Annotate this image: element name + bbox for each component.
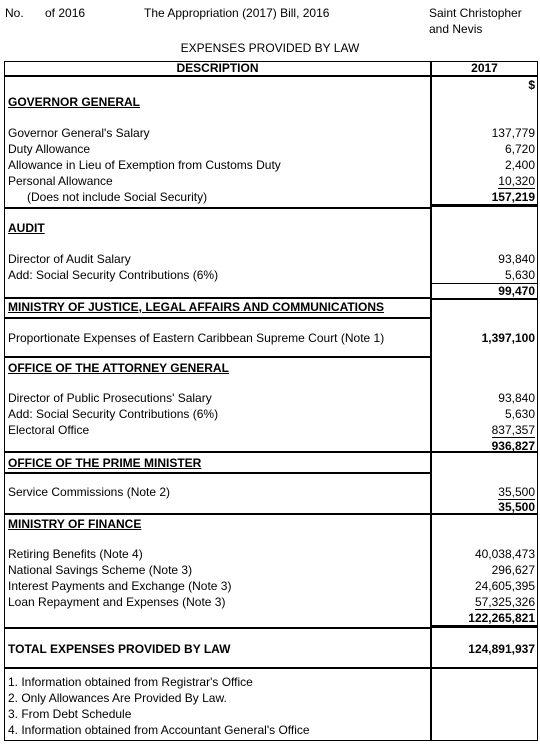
line-item: National Savings Scheme (Note 3): [8, 563, 193, 577]
line-amount: 93,840: [498, 391, 535, 405]
section-title-attorney-general: OFFICE OF THE ATTORNEY GENERAL: [8, 361, 229, 375]
line-amount: 57,325,326: [474, 595, 535, 609]
country-line-1: Saint Christopher: [429, 6, 522, 20]
currency-symbol: $: [528, 78, 535, 92]
line-item: Duty Allowance: [8, 142, 91, 156]
section-total: 99,470: [498, 284, 535, 298]
line-amount: 6,720: [504, 142, 535, 156]
line-item: Personal Allowance: [8, 174, 113, 188]
note-item: 3. From Debt Schedule: [8, 707, 132, 721]
line-amount: 35,500: [498, 485, 535, 499]
section-total: 35,500: [498, 500, 535, 514]
divider: [5, 667, 537, 669]
section-title-prime-minister: OFFICE OF THE PRIME MINISTER: [8, 456, 202, 470]
divider: [5, 297, 430, 299]
line-amount: 137,779: [491, 126, 535, 140]
line-item: Add: Social Security Contributions (6%): [8, 268, 219, 282]
section-title-governor-general: GOVERNOR GENERAL: [8, 95, 141, 109]
line-item: Allowance in Lieu of Exemption from Customs Duty: [8, 158, 281, 172]
country-line-2: and Nevis: [429, 22, 483, 36]
line-item: Electoral Office: [8, 423, 90, 437]
line-item: Director of Public Prosecutions' Salary: [8, 391, 212, 405]
line-amount: 5,630: [504, 268, 535, 282]
line-item: Interest Payments and Exchange (Note 3): [8, 579, 232, 593]
divider: [5, 356, 430, 358]
line-amount: 93,840: [498, 252, 535, 266]
header-year: 2017: [432, 62, 537, 77]
divider: [5, 472, 430, 474]
line-amount: 24,605,395: [474, 579, 535, 593]
section-total: 122,265,821: [468, 611, 535, 625]
divider: [5, 317, 430, 319]
line-item: Director of Audit Salary: [8, 252, 131, 266]
line-item: Add: Social Security Contributions (6%): [8, 407, 219, 421]
note-item: 4. Information obtained from Accountant General's Office: [8, 723, 310, 737]
total-underline: [430, 625, 537, 628]
bill-year: of 2016: [45, 6, 86, 20]
section-title-audit: AUDIT: [8, 221, 45, 235]
bill-title: The Appropriation (2017) Bill, 2016: [144, 6, 330, 20]
line-amount: 5,630: [504, 407, 535, 421]
grand-total-amount: 124,891,937: [468, 642, 535, 656]
section-total: 936,827: [491, 439, 535, 453]
note-item: 1. Information obtained from Registrar's Office: [8, 675, 253, 689]
line-amount: 2,400: [504, 158, 535, 172]
expenses-table: [4, 61, 538, 741]
bill-number: No.: [5, 6, 24, 20]
note-item: 2. Only Allowances Are Provided By Law.: [8, 691, 227, 705]
line-amount: 40,038,473: [474, 547, 535, 561]
section-title-finance: MINISTRY OF FINANCE: [8, 517, 142, 531]
line-note: (Does not include Social Security): [27, 190, 208, 204]
line-amount: 10,320: [498, 174, 535, 188]
total-underline: [430, 204, 537, 207]
line-amount: 1,397,100: [481, 331, 535, 345]
section-total: 157,219: [491, 190, 535, 204]
line-item: Loan Repayment and Expenses (Note 3): [8, 595, 226, 609]
divider: [5, 627, 430, 629]
grand-total-label: TOTAL EXPENSES PROVIDED BY LAW: [8, 642, 231, 656]
line-amount: 837,357: [491, 423, 535, 437]
line-amount: 296,627: [491, 563, 535, 577]
line-item: Proportionate Expenses of Eastern Caribbean Supreme Court (Note 1): [8, 331, 385, 345]
header-description: DESCRIPTION: [5, 62, 430, 77]
divider: [5, 207, 430, 209]
divider: [5, 513, 537, 515]
section-title-justice: MINISTRY OF JUSTICE, LEGAL AFFAIRS AND COMMUNICATIONS: [8, 300, 385, 314]
line-item: Governor General's Salary: [8, 126, 150, 140]
divider: [5, 451, 537, 453]
column-divider: [430, 62, 432, 740]
page-title: EXPENSES PROVIDED BY LAW: [180, 41, 360, 55]
line-item: Retiring Benefits (Note 4): [8, 547, 143, 561]
line-item: Service Commissions (Note 2): [8, 485, 171, 499]
